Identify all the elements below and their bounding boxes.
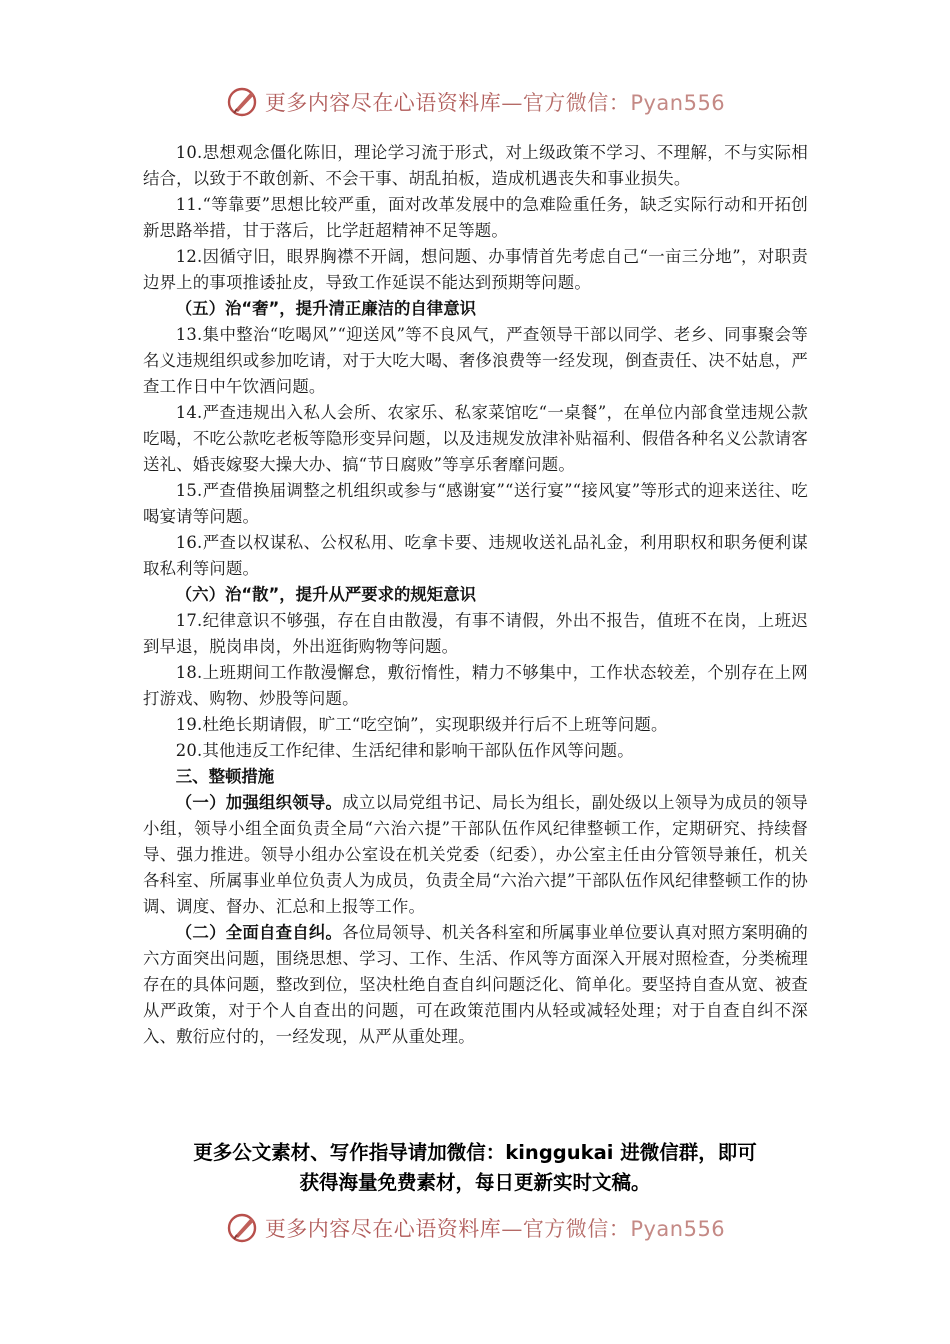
measure-title: （一）加强组织领导。 [175, 793, 343, 812]
banner-text: 更多内容尽在心语资料库—官方微信：Pyan556 [264, 91, 726, 115]
item-paragraph: 11.“等靠要”思想比较严重，面对改革发展中的急难险重任务，缺乏实际行动和开拓创新思路举措，甘于落后，比学赶超精神不足等题。 [143, 195, 808, 240]
item-paragraph: 10.思想观念僵化陈旧，理论学习流于形式，对上级政策不学习、不理解，不与实际相结合，以致于不敢创新、不会干事、胡乱拍板，造成机遇丧失和事业损失。 [143, 143, 808, 188]
promo-notice [100, 1138, 850, 1198]
document-body [143, 140, 808, 1050]
item-paragraph: 14.严查违规出入私人会所、农家乐、私家菜馆吃“一桌餐”，在单位内部食堂违规公款吃喝，不吃公款吃老板等隐形变异问题，以及违规发放津补贴福利、假借各种名义公款请客送礼、婚丧嫁娶大操大办、搞“节日腐败”等享乐奢靡问题。 [143, 403, 808, 474]
item-paragraph: 15.严查借换届调整之机组织或参与“感谢宴”“送行宴”“接风宴”等形式的迎来送往、吃喝宴请等问题。 [143, 481, 808, 526]
measure-text: 各位局领导、机关各科室和所属事业单位要认真对照方案明确的六方面突出问题，围绕思想、学习、工作、生活、作风等方面深入开展对照检查，分类梳理存在的具体问题，整改到位，坚决杜绝自查自纠问题泛化、简单化。要坚持自查从宽、被查从严政策，对于个人自查出的问题，可在政策范围内从轻或减轻处理；对于自查自纠不深入、敷衍应付的，一经发现，从严从重处理。 [143, 923, 809, 1046]
quill-logo-icon [225, 1210, 261, 1246]
item-paragraph: 19.杜绝长期请假，旷工“吃空饷”，实现职级并行后不上班等问题。 [175, 715, 668, 734]
promo-line-2: 获得海量免费素材，每日更新实时文稿。 [299, 1171, 651, 1194]
section-heading: （五）治“奢”，提升清正廉洁的自律意识 [175, 299, 476, 318]
footer-banner [0, 1208, 950, 1248]
measure-paragraph [143, 790, 808, 920]
banner-text: 更多内容尽在心语资料库—官方微信：Pyan556 [264, 1217, 726, 1241]
header-banner [0, 82, 950, 122]
quill-logo-icon [225, 84, 261, 120]
section-heading: 三、整顿措施 [175, 767, 275, 786]
measure-title: （二）全面自查自纠。 [175, 923, 343, 942]
item-paragraph: 16.严查以权谋私、公权私用、吃拿卡要、违规收送礼品礼金，利用职权和职务便利谋取私利等问题。 [143, 533, 808, 578]
section-heading: （六）治“散”，提升从严要求的规矩意识 [175, 585, 476, 604]
item-paragraph: 18.上班期间工作散漫懈怠，敷衍惰性，精力不够集中，工作状态较差，个别存在上网打游戏、购物、炒股等问题。 [143, 663, 808, 708]
item-paragraph: 12.因循守旧，眼界胸襟不开阔，想问题、办事情首先考虑自己“一亩三分地”，对职责边界上的事项推诿扯皮，导致工作延误不能达到预期等问题。 [143, 247, 808, 292]
measure-text: 成立以局党组书记、局长为组长，副处级以上领导为成员的领导小组，领导小组全面负责全局“六治六提”干部队伍作风纪律整顿工作，定期研究、持续督导、强力推进。领导小组办公室设在机关党委（纪委），办公室主任由分管领导兼任，机关各科室、所属事业单位负责人为成员，负责全局“六治六提”干部队伍作风纪律整顿工作的协调、调度、督办、汇总和上报等工作。 [143, 793, 809, 916]
measure-paragraph [143, 920, 808, 1050]
item-paragraph: 20.其他违反工作纪律、生活纪律和影响干部队伍作风等问题。 [175, 741, 634, 760]
item-paragraph: 13.集中整治“吃喝风”“迎送风”等不良风气，严查领导干部以同学、老乡、同事聚会等名义违规组织或参加吃请，对于大吃大喝、奢侈浪费等一经发现，倒查责任、决不姑息，严查工作日中午饮酒问题。 [143, 325, 808, 396]
item-paragraph: 17.纪律意识不够强，存在自由散漫，有事不请假，外出不报告，值班不在岗，上班迟到早退，脱岗串岗，外出逛街购物等问题。 [143, 611, 808, 656]
promo-line-1: 更多公文素材、写作指导请加微信：kinggukai 进微信群，即可 [193, 1141, 757, 1164]
